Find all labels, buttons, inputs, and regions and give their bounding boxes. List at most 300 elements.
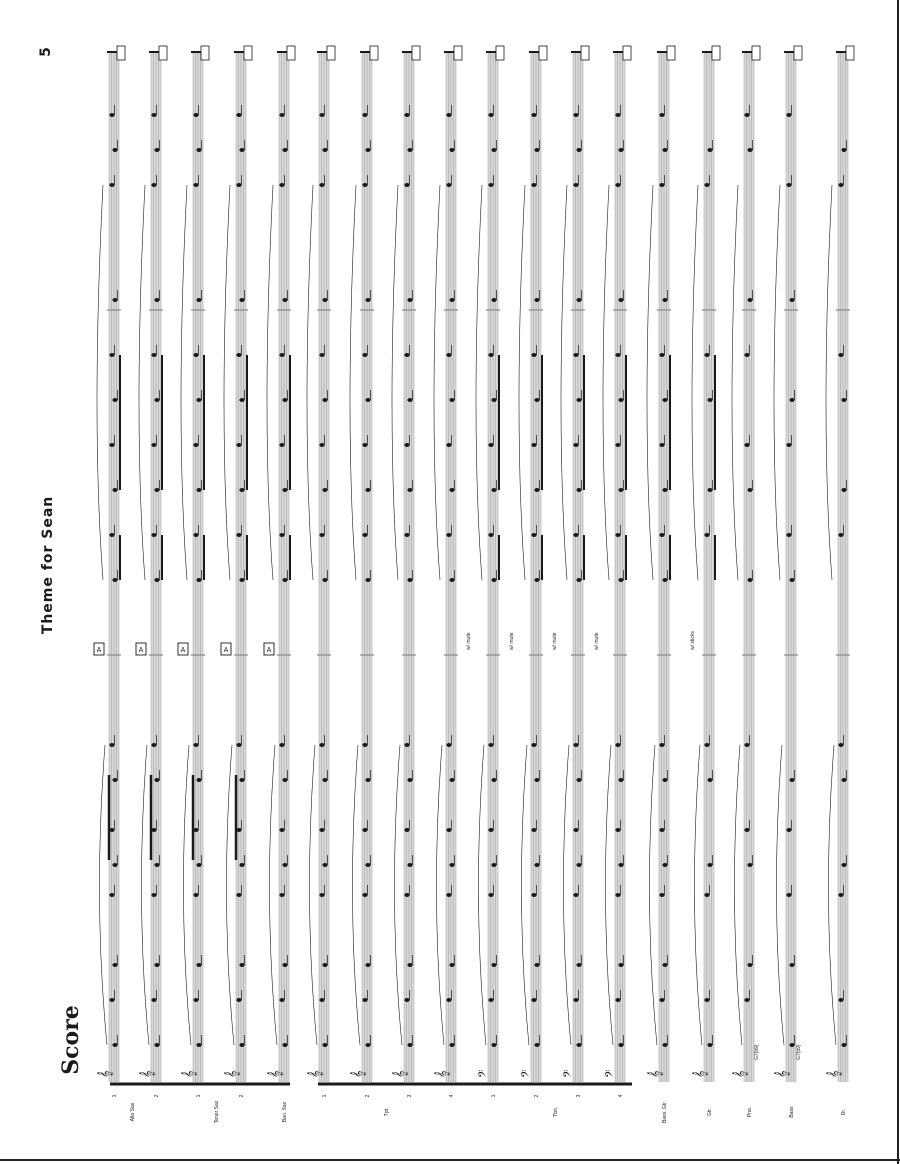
- note-head: [404, 443, 409, 447]
- sticks-annotation: w/ sticks: [690, 631, 696, 650]
- note-head: [576, 488, 581, 492]
- note-head: [322, 963, 327, 967]
- note-head: [491, 1043, 496, 1047]
- note-head: [151, 998, 156, 1002]
- note-head: [704, 533, 709, 537]
- note-head: [531, 113, 536, 117]
- rehearsal-letter: A: [96, 647, 102, 654]
- note-head: [279, 998, 284, 1002]
- note-head: [239, 578, 244, 582]
- note-head: [615, 743, 620, 747]
- note-head: [618, 778, 623, 782]
- note-head: [841, 1043, 846, 1047]
- note-head: [618, 298, 623, 302]
- instrument-label: Bass. Gtr.: [662, 1101, 668, 1123]
- slur: [826, 185, 832, 580]
- note-head: [704, 743, 709, 747]
- note-head: [491, 398, 496, 402]
- note-head: [365, 863, 370, 867]
- note-head: [319, 893, 324, 897]
- note-head: [534, 778, 539, 782]
- note-head: [747, 863, 752, 867]
- staff: [267, 46, 295, 1082]
- note-head: [279, 828, 284, 832]
- note-head: [446, 743, 451, 747]
- note-head: [615, 998, 620, 1002]
- note-head: [491, 863, 496, 867]
- score-header: Score: [58, 1005, 84, 1075]
- slur: [478, 745, 486, 1045]
- note-head: [151, 353, 156, 357]
- note-head: [322, 298, 327, 302]
- note-head: [193, 533, 198, 537]
- note-head: [449, 1043, 454, 1047]
- note-head: [659, 893, 664, 897]
- note-head: [707, 398, 712, 402]
- note-head: [573, 998, 578, 1002]
- note-head: [838, 893, 843, 897]
- note-head: [786, 113, 791, 117]
- note-head: [365, 778, 370, 782]
- note-head: [659, 533, 664, 537]
- mute-annotation: w/ mute: [594, 632, 600, 650]
- note-head: [618, 963, 623, 967]
- note-head: [319, 533, 324, 537]
- instrument-label: Pno.: [747, 1106, 753, 1118]
- note-head: [282, 398, 287, 402]
- note-head: [365, 398, 370, 402]
- note-head: [662, 863, 667, 867]
- note-head: [576, 778, 581, 782]
- rehearsal-letter: A: [180, 647, 186, 654]
- staff-number: 4: [618, 1094, 624, 1098]
- note-head: [446, 893, 451, 897]
- staff-number: 2: [239, 1094, 245, 1098]
- note-head: [838, 183, 843, 187]
- rest-box: [752, 46, 760, 60]
- note-head: [744, 743, 749, 747]
- rest-box: [539, 46, 547, 60]
- note-head: [534, 578, 539, 582]
- instrument-label: Bass: [789, 1106, 795, 1118]
- note-head: [531, 743, 536, 747]
- note-head: [236, 533, 241, 537]
- clef-icon: 𝄞: [182, 1070, 197, 1078]
- note-head: [576, 1043, 581, 1047]
- note-head: [446, 113, 451, 117]
- note-head: [534, 488, 539, 492]
- note-head: [112, 578, 117, 582]
- rest-box: [244, 46, 252, 60]
- rest-box: [287, 46, 295, 60]
- slur: [605, 745, 613, 1045]
- note-head: [662, 148, 667, 152]
- note-head: [151, 743, 156, 747]
- note-head: [365, 488, 370, 492]
- note-head: [154, 488, 159, 492]
- rest-box: [327, 46, 335, 60]
- clef-icon: 𝄞: [308, 1070, 323, 1078]
- instrument-label: Tpt.: [384, 1107, 390, 1117]
- note-head: [615, 828, 620, 832]
- note-head: [236, 893, 241, 897]
- note-head: [618, 1043, 623, 1047]
- note-head: [407, 963, 412, 967]
- note-head: [154, 578, 159, 582]
- note-head: [841, 488, 846, 492]
- rest-box: [794, 46, 802, 60]
- note-head: [109, 533, 114, 537]
- note-head: [488, 743, 493, 747]
- slur: [519, 185, 525, 580]
- staff-number: 2: [534, 1094, 540, 1098]
- note-head: [239, 298, 244, 302]
- note-head: [841, 398, 846, 402]
- clef-icon: 𝄞: [98, 1070, 113, 1078]
- note-head: [789, 1043, 794, 1047]
- note-head: [786, 183, 791, 187]
- staff-number: 3: [407, 1094, 413, 1098]
- note-head: [322, 148, 327, 152]
- staff: [181, 46, 209, 1082]
- note-head: [491, 298, 496, 302]
- note-head: [362, 828, 367, 832]
- note-head: [322, 863, 327, 867]
- note-head: [239, 148, 244, 152]
- slur: [99, 745, 107, 1045]
- note-head: [615, 113, 620, 117]
- mute-annotation: w/ mute: [509, 632, 515, 650]
- slur: [828, 745, 836, 1045]
- note-head: [193, 893, 198, 897]
- note-head: [744, 998, 749, 1002]
- clef-icon: 𝄞: [435, 1070, 450, 1078]
- note-head: [531, 183, 536, 187]
- note-head: [112, 298, 117, 302]
- note-head: [322, 578, 327, 582]
- slur: [649, 745, 657, 1045]
- clef-icon: 𝄞: [775, 1070, 790, 1078]
- note-head: [534, 1043, 539, 1047]
- staff: [97, 46, 125, 1082]
- staff-number: 3: [576, 1094, 582, 1098]
- note-head: [618, 863, 623, 867]
- note-head: [196, 778, 201, 782]
- clef-icon: 𝄞: [140, 1070, 155, 1078]
- chord-symbol: G7(b9): [796, 1044, 802, 1060]
- note-head: [573, 743, 578, 747]
- clef-icon: 𝄞: [225, 1070, 240, 1078]
- note-head: [154, 298, 159, 302]
- slur: [434, 185, 440, 580]
- rest-box: [454, 46, 462, 60]
- note-head: [747, 488, 752, 492]
- note-head: [786, 893, 791, 897]
- note-head: [196, 863, 201, 867]
- note-head: [362, 353, 367, 357]
- note-head: [154, 1043, 159, 1047]
- note-head: [407, 1043, 412, 1047]
- page-number: 5: [38, 47, 54, 57]
- note-head: [236, 113, 241, 117]
- note-head: [744, 828, 749, 832]
- note-head: [704, 893, 709, 897]
- note-head: [193, 743, 198, 747]
- note-head: [407, 578, 412, 582]
- note-head: [236, 353, 241, 357]
- staff-number: 2: [365, 1094, 371, 1098]
- note-head: [193, 443, 198, 447]
- note-head: [322, 488, 327, 492]
- note-head: [193, 998, 198, 1002]
- mute-annotation: w/ mute: [552, 632, 558, 650]
- slur: [394, 745, 402, 1045]
- note-head: [319, 998, 324, 1002]
- note-head: [319, 828, 324, 832]
- note-head: [193, 113, 198, 117]
- staff: [603, 46, 631, 1082]
- note-head: [365, 578, 370, 582]
- note-head: [112, 488, 117, 492]
- staff: [692, 46, 720, 1082]
- staff: [476, 46, 504, 1082]
- note-head: [707, 1043, 712, 1047]
- note-head: [573, 113, 578, 117]
- rest-box: [412, 46, 420, 60]
- slur: [307, 185, 313, 580]
- note-head: [747, 298, 752, 302]
- staff: [647, 46, 675, 1082]
- slur: [774, 185, 780, 580]
- note-head: [662, 398, 667, 402]
- note-head: [239, 963, 244, 967]
- clef-icon: 𝄞: [351, 1070, 366, 1078]
- slur: [309, 745, 317, 1045]
- note-head: [362, 533, 367, 537]
- note-head: [618, 578, 623, 582]
- note-head: [109, 998, 114, 1002]
- note-head: [154, 863, 159, 867]
- note-head: [488, 183, 493, 187]
- note-head: [488, 533, 493, 537]
- note-head: [531, 353, 536, 357]
- rehearsal-letter: A: [223, 647, 229, 654]
- note-head: [491, 148, 496, 152]
- note-head: [279, 743, 284, 747]
- slur: [436, 745, 444, 1045]
- note-head: [193, 183, 198, 187]
- note-head: [786, 443, 791, 447]
- note-head: [282, 963, 287, 967]
- note-head: [407, 863, 412, 867]
- note-head: [573, 828, 578, 832]
- clef-icon: 𝄞: [693, 1070, 708, 1078]
- note-head: [196, 963, 201, 967]
- note-head: [362, 998, 367, 1002]
- note-head: [704, 353, 709, 357]
- note-head: [109, 443, 114, 447]
- note-head: [282, 863, 287, 867]
- note-head: [407, 778, 412, 782]
- slur: [97, 185, 103, 580]
- note-head: [362, 183, 367, 187]
- note-head: [407, 298, 412, 302]
- note-head: [789, 578, 794, 582]
- staff-system: [97, 46, 854, 1084]
- staff: [774, 46, 802, 1082]
- note-head: [279, 183, 284, 187]
- note-head: [151, 113, 156, 117]
- note-head: [491, 963, 496, 967]
- note-head: [365, 1043, 370, 1047]
- note-head: [841, 863, 846, 867]
- note-head: [365, 148, 370, 152]
- note-head: [576, 963, 581, 967]
- note-head: [534, 863, 539, 867]
- note-head: [659, 828, 664, 832]
- note-head: [282, 778, 287, 782]
- note-head: [491, 778, 496, 782]
- note-head: [662, 1043, 667, 1047]
- note-head: [707, 778, 712, 782]
- note-head: [576, 298, 581, 302]
- note-head: [404, 113, 409, 117]
- note-head: [404, 893, 409, 897]
- note-head: [282, 1043, 287, 1047]
- note-head: [239, 863, 244, 867]
- note-head: [112, 963, 117, 967]
- instrument-label: Bari. Sax: [282, 1101, 288, 1123]
- instrument-label: Tbn.: [553, 1106, 559, 1118]
- note-head: [407, 488, 412, 492]
- note-head: [531, 998, 536, 1002]
- note-head: [615, 893, 620, 897]
- note-head: [112, 398, 117, 402]
- note-head: [491, 488, 496, 492]
- note-head: [404, 998, 409, 1002]
- note-head: [534, 398, 539, 402]
- note-head: [659, 183, 664, 187]
- note-head: [319, 183, 324, 187]
- staff-number: 1: [196, 1094, 202, 1098]
- note-head: [659, 353, 664, 357]
- rest-box: [496, 46, 504, 60]
- note-head: [576, 148, 581, 152]
- note-head: [659, 743, 664, 747]
- note-head: [319, 443, 324, 447]
- staff-number: 1: [112, 1094, 118, 1098]
- staff: [224, 46, 252, 1082]
- note-head: [838, 743, 843, 747]
- note-head: [112, 778, 117, 782]
- note-head: [282, 488, 287, 492]
- clef-icon: 𝄢: [562, 1069, 577, 1078]
- note-head: [236, 743, 241, 747]
- slur: [603, 185, 609, 580]
- staff: [139, 46, 167, 1082]
- rest-box: [370, 46, 378, 60]
- note-head: [704, 998, 709, 1002]
- slur: [181, 185, 187, 580]
- note-head: [279, 353, 284, 357]
- note-head: [193, 353, 198, 357]
- slur: [224, 185, 230, 580]
- note-head: [407, 398, 412, 402]
- note-head: [662, 488, 667, 492]
- instrument-label: Tenor Sax: [214, 1100, 220, 1124]
- slur: [476, 185, 482, 580]
- note-head: [239, 398, 244, 402]
- rehearsal-letter: A: [266, 647, 272, 654]
- slur: [563, 745, 571, 1045]
- note-head: [618, 398, 623, 402]
- note-head: [112, 863, 117, 867]
- note-head: [449, 488, 454, 492]
- staff: [826, 46, 854, 1082]
- note-head: [744, 353, 749, 357]
- staff: [519, 46, 547, 1082]
- clef-icon: 𝄢: [604, 1069, 619, 1078]
- slur: [139, 185, 145, 580]
- slur: [732, 185, 738, 580]
- note-head: [789, 778, 794, 782]
- instrument-label: Gtr.: [707, 1107, 713, 1117]
- note-head: [196, 578, 201, 582]
- rest-box: [623, 46, 631, 60]
- note-head: [449, 778, 454, 782]
- note-head: [154, 778, 159, 782]
- clef-icon: 𝄞: [648, 1070, 663, 1078]
- note-head: [236, 443, 241, 447]
- note-head: [109, 893, 114, 897]
- note-head: [576, 398, 581, 402]
- note-head: [196, 488, 201, 492]
- note-head: [446, 998, 451, 1002]
- note-head: [615, 533, 620, 537]
- note-head: [707, 488, 712, 492]
- note-head: [841, 778, 846, 782]
- staff: [350, 46, 378, 1082]
- rehearsal-letter: A: [138, 647, 144, 654]
- note-head: [531, 443, 536, 447]
- slur: [141, 745, 149, 1045]
- slur: [561, 185, 567, 580]
- note-head: [446, 353, 451, 357]
- rest-box: [201, 46, 209, 60]
- slur: [647, 185, 653, 580]
- note-head: [322, 398, 327, 402]
- note-head: [109, 353, 114, 357]
- note-head: [618, 148, 623, 152]
- note-head: [446, 533, 451, 537]
- note-head: [488, 828, 493, 832]
- note-head: [362, 443, 367, 447]
- note-head: [744, 443, 749, 447]
- note-head: [112, 148, 117, 152]
- note-head: [239, 1043, 244, 1047]
- note-head: [404, 183, 409, 187]
- note-head: [109, 743, 114, 747]
- note-head: [662, 778, 667, 782]
- note-head: [239, 778, 244, 782]
- note-head: [488, 443, 493, 447]
- note-head: [747, 578, 752, 582]
- slur: [734, 745, 742, 1045]
- clef-icon: 𝄢: [477, 1069, 492, 1078]
- note-head: [707, 863, 712, 867]
- rest-box: [159, 46, 167, 60]
- chord-symbol: G7(b9): [754, 1044, 760, 1060]
